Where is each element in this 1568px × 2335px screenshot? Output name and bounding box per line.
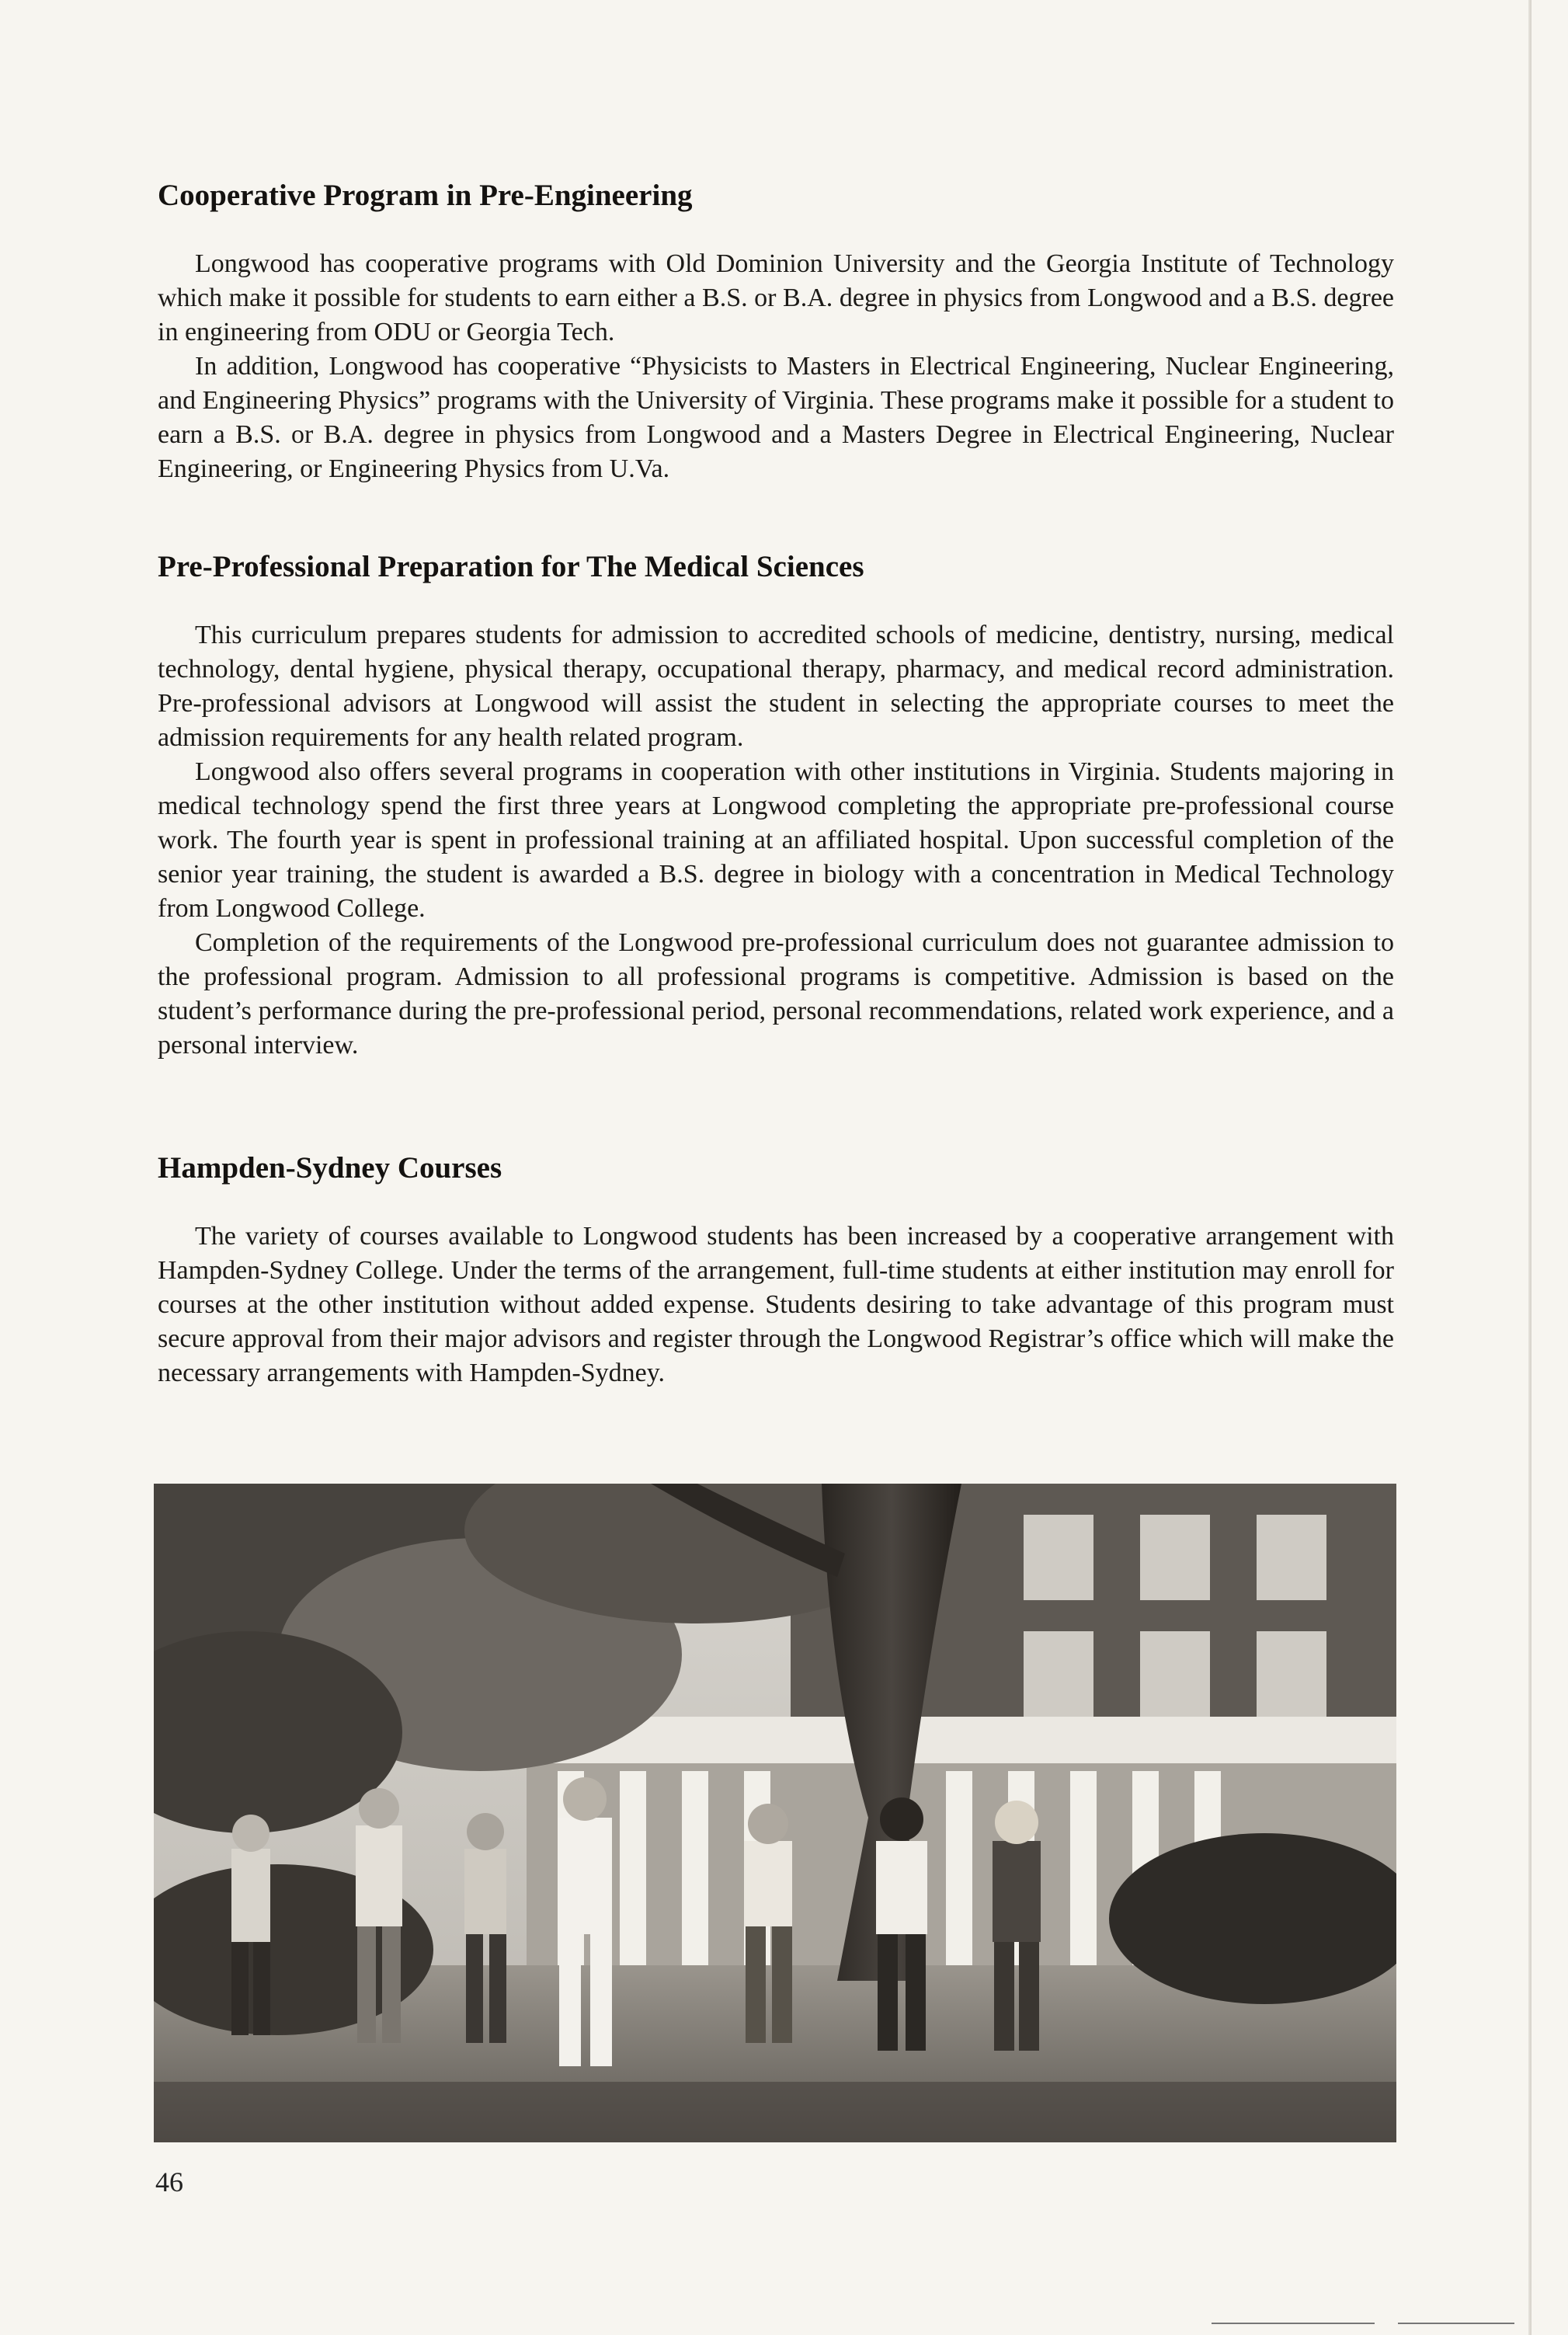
section-heading: Pre-Professional Preparation for The Medical Sciences: [158, 550, 864, 583]
paragraph: The variety of courses available to Longwood students has been increased by a cooperative arrangement with Hampden-Sydney College. Under the terms of the arrangement, full-time students at either institution may enroll for courses at the other institution without added expense. Students desiring to take advantage of this program must secure approval from their major advisors and register through the Longwood Registrar’s office which will make the necessary arrangements with Hampden-Sydney.: [158, 1222, 1394, 1387]
paragraph: Completion of the requirements of the Longwood pre-professional curriculum does not guarantee admission to the professional program. Admission to all professional programs is competitive. Admission is based on the student’s performance during the pre-professional period, personal recommendations, related work experience, and a personal interview.: [158, 928, 1394, 1060]
page-edge: [1528, 0, 1531, 2335]
paragraph: Longwood also offers several programs in cooperation with other institutions in Virginia. Students majoring in medical technology spend the first three years at Longwood completing the appropriate pre-professional course work. The fourth year is spent in professional training at an affiliated hospital. Upon successful completion of the senior year training, the student is awarded a B.S. degree in biology with a concentration in Medical Technology from Longwood College.: [158, 757, 1394, 923]
section-heading: Cooperative Program in Pre-Engineering: [158, 179, 693, 212]
paragraph: In addition, Longwood has cooperative “Physicists to Masters in Electrical Engineering, Nuclear Engineering, and Engineering Physics” programs with the University of Virginia. These programs make it possible for a student to earn a B.S. or B.A. degree in physics from Longwood and a Masters Degree in Electrical Engineering, Nuclear Engineering, or Engineering Physics from U.Va.: [158, 352, 1394, 483]
section-medical-sciences: [158, 548, 1394, 1060]
paragraph: Longwood has cooperative programs with Old Dominion University and the Georgia Institute of Technology which make it possible for students to earn either a B.S. or B.A. degree in physics from Longwood and a B.S. degree in engineering from ODU or Georgia Tech.: [158, 249, 1394, 346]
footer-rule: [1212, 2323, 1375, 2324]
footer-rule: [1398, 2323, 1514, 2324]
section-body: [158, 1220, 1394, 1390]
section-body: [158, 618, 1394, 1063]
section-body: [158, 247, 1394, 486]
paragraph: This curriculum prepares students for admission to accredited schools of medicine, dentistry, nursing, medical technology, dental hygiene, physical therapy, occupational therapy, pharmacy, and medical record administration. Pre-professional advisors at Longwood will assist the student in selecting the appropriate courses to meet the admission requirements for any health related program.: [158, 621, 1394, 752]
page-number: 46: [155, 2166, 183, 2198]
section-hampden-sydney: [158, 1150, 1394, 1387]
campus-photo: [154, 1484, 1396, 2142]
section-heading: Hampden-Sydney Courses: [158, 1151, 502, 1185]
section-pre-engineering: [158, 177, 1394, 483]
